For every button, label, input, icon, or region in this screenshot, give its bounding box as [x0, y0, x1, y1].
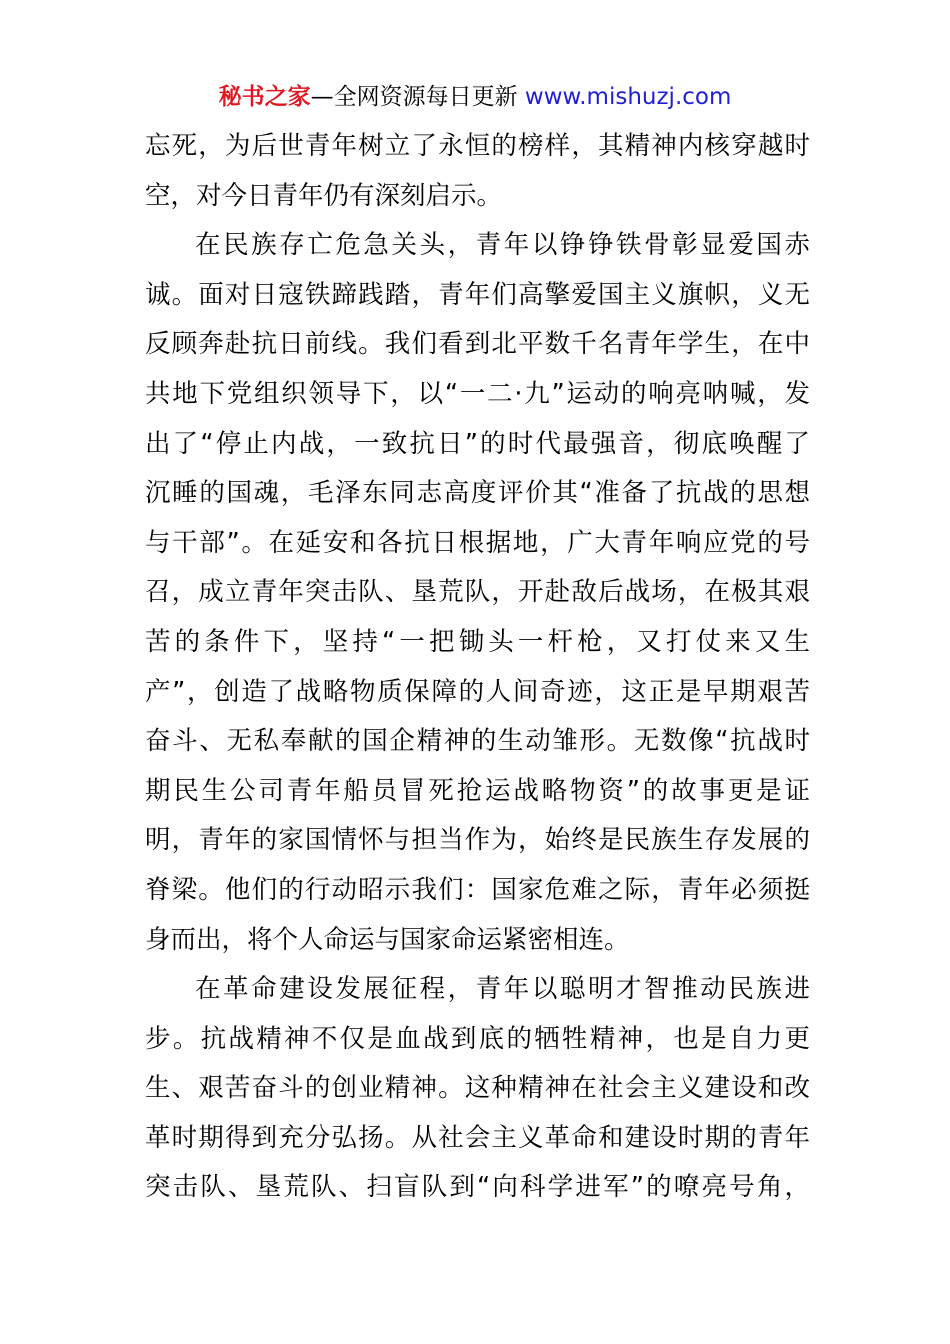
- paragraph-first-line: 在民族存亡危急关头，青年以铮铮铁骨彰显爱国赤: [195, 230, 810, 261]
- site-tagline: —全网资源每日更新: [310, 84, 525, 110]
- site-header: [0, 82, 950, 112]
- text-line: 突击队、垦荒队、扫盲队到“向科学进军”的嘹亮号角，: [145, 1172, 810, 1203]
- site-brand: 秘书之家: [218, 84, 311, 110]
- text-line: 身而出，将个人命运与国家命运紧密相连。: [145, 924, 630, 955]
- text-line: 苦的条件下，坚持“一把锄头一杆枪，又打仗来又生: [145, 626, 810, 657]
- text-line: 召，成立青年突击队、垦荒队，开赴敌后战场，在极其艰: [145, 577, 810, 608]
- text-line: 明，青年的家国情怀与担当作为，始终是民族生存发展的: [145, 825, 810, 856]
- text-line: 空，对今日青年仍有深刻启示。: [145, 180, 503, 211]
- paragraph-first-line: 在革命建设发展征程，青年以聪明才智推动民族进: [195, 974, 810, 1005]
- text-line: 产”，创造了战略物质保障的人间奇迹，这正是早期艰苦: [145, 676, 810, 707]
- text-line: 步。抗战精神不仅是血战到底的牺牲精神，也是自力更: [145, 1023, 810, 1054]
- article-body: [145, 122, 810, 1213]
- text-line: 与干部”。在延安和各抗日根据地，广大青年响应党的号: [145, 527, 810, 558]
- site-url[interactable]: www.mishuzj.com: [524, 84, 732, 110]
- text-line: 反顾奔赴抗日前线。我们看到北平数千名青年学生，在中: [145, 329, 810, 360]
- text-line: 奋斗、无私奉献的国企精神的生动雏形。无数像“抗战时: [145, 726, 810, 757]
- text-line: 诚。面对日寇铁蹄践踏，青年们高擎爱国主义旗帜，义无: [145, 279, 810, 310]
- text-line: 生、艰苦奋斗的创业精神。这种精神在社会主义建设和改: [145, 1073, 810, 1104]
- text-line: 共地下党组织领导下，以“一二·九”运动的响亮呐喊，发: [145, 378, 810, 409]
- text-line: 期民生公司青年船员冒死抢运战略物资”的故事更是证: [145, 775, 810, 806]
- text-line: 出了“停止内战，一致抗日”的时代最强音，彻底唤醒了: [145, 428, 810, 459]
- text-line: 忘死，为后世青年树立了永恒的榜样，其精神内核穿越时: [145, 131, 810, 161]
- text-line: 脊梁。他们的行动昭示我们：国家危难之际，青年必须挺: [145, 874, 810, 905]
- text-line: 沉睡的国魂，毛泽东同志高度评价其“准备了抗战的思想: [145, 478, 810, 509]
- text-line: 革时期得到充分弘扬。从社会主义革命和建设时期的青年: [145, 1122, 810, 1153]
